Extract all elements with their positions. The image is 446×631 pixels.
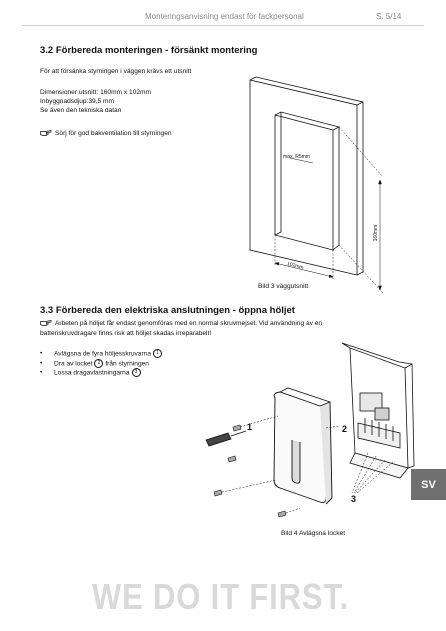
page-number: S. 5/14 (376, 12, 402, 21)
callout-3: 3 (351, 494, 357, 504)
ventilation-tip-text: Sörj för god bakventilation till styrningen (55, 130, 172, 137)
list-item: • Avlägsna de fyra höljesskruvarna 1 (40, 349, 162, 359)
height-dimension-label: 160mm (373, 224, 379, 242)
ventilation-tip (40, 129, 172, 138)
page-header (0, 12, 446, 24)
section-heading-3-3: 3.3 Förbereda den elektriska anslutningen - öppna höljet (40, 305, 295, 316)
screwdriver-warning-text-1: Arbeten på höljet får endast genomföras med en normal skruvmejsel. Vid användning av en (55, 320, 323, 327)
step-number-badge: 1 (153, 349, 162, 358)
figure-3-caption: Bild 3 väggutsnitt (258, 283, 309, 290)
screwdriver-warning-line-2: batteriskruvdragare finns risk att höljet skadas irreparabelt! (40, 330, 212, 337)
width-dimension-label: 102mm (286, 261, 305, 271)
cutout-dimensions: Dimensioner utsnitt: 160mm x 102mm (40, 89, 152, 96)
radius-label: max. R5mm (283, 154, 310, 160)
step-number-badge: 3 (132, 368, 141, 377)
section-heading-3-2: 3.2 Förbereda monteringen - försänkt montering (40, 45, 258, 56)
figure-4-caption: Bild 4 Avlägsna locket (281, 530, 346, 537)
brand-slogan: WE DO IT FIRST. (92, 576, 350, 617)
callout-1: 1 (247, 422, 253, 432)
technical-data-reference: Se även den tekniska datan (40, 107, 122, 114)
installation-depth: Inbyggnadsdjup:39,5 mm (40, 98, 115, 105)
pointing-hand-icon (40, 129, 52, 137)
cutout-intro: För att försänka styrningen i väggen krävs ett utsnitt (40, 68, 192, 75)
pointing-hand-icon (40, 319, 52, 327)
remove-cover-figure (200, 338, 415, 538)
language-tab: SV (411, 469, 446, 500)
list-item: • Lossa dragavlastningarna 3 (40, 368, 162, 378)
screwdriver-warning-line-1 (40, 319, 322, 328)
header-divider (22, 25, 424, 26)
wall-cutout-figure (225, 75, 405, 295)
step-list (40, 349, 162, 378)
step-number-badge: 2 (94, 359, 103, 368)
list-item: • Dra av locket 2 från styrningen (40, 359, 162, 369)
header-title: Monteringsanvisning endast för fackpersonal (145, 12, 304, 21)
callout-2: 2 (342, 424, 348, 434)
